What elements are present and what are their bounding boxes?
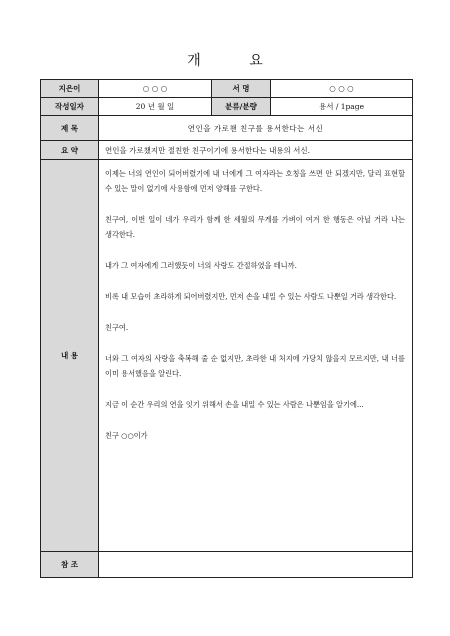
summary-row bbox=[41, 141, 413, 160]
author-value: ○ ○ ○ bbox=[99, 80, 212, 98]
content-paragraph: 비록 내 모습이 초라하게 되어버렸지만, 먼저 손을 내밀 수 있는 사람도 나뿐일 거라 생각한다. bbox=[105, 292, 397, 301]
summary-value: 연인을 가로챘지만 절친한 친구이기에 용서한다는 내용의 서신. bbox=[99, 141, 413, 160]
content-paragraph: 지금 이 순간 우리의 연을 잇기 위해서 손을 내밀 수 있는 사람은 나뿐임을 알기에... bbox=[105, 400, 364, 409]
reference-row bbox=[41, 552, 413, 578]
reference-label: 참 조 bbox=[41, 552, 99, 578]
content-body bbox=[99, 160, 413, 552]
subject-label: 제 목 bbox=[41, 116, 99, 141]
category-label: 분류/분량 bbox=[212, 98, 271, 116]
page-title: 개 요 bbox=[187, 53, 285, 69]
summary-label: 요 약 bbox=[41, 141, 99, 160]
content-paragraph: 친구여, 이번 일이 네가 우리가 함께 한 세월의 무게를 가벼이 여겨 한 행동은 아닐 거라 나는 생각한다. bbox=[105, 215, 405, 239]
subject-row bbox=[41, 116, 413, 141]
summary-form-table bbox=[40, 79, 413, 578]
content-signoff: 친구 ○○이가 bbox=[105, 431, 148, 440]
reference-value bbox=[99, 552, 413, 578]
date-row bbox=[41, 98, 413, 116]
signature-value: ○ ○ ○ bbox=[271, 80, 413, 98]
subject-value: 연인을 가로챈 친구를 용서한다는 서신 bbox=[99, 116, 413, 141]
content-row bbox=[41, 160, 413, 552]
category-value: 용서 / 1page bbox=[271, 98, 413, 116]
author-row bbox=[41, 80, 413, 98]
content-paragraph: 이제는 너의 연인이 되어버렸기에 내 너에게 그 여자라는 호칭을 쓰면 안 되겠지만, 달리 표현할 수 있는 말이 없기에 사용함에 먼저 양해를 구한다. bbox=[105, 169, 405, 193]
content-paragraph: 내가 그 여자에게 그러했듯이 너의 사랑도 간절하였을 테니까. bbox=[105, 261, 297, 270]
signature-label: 서 명 bbox=[212, 80, 271, 98]
content-paragraph: 너와 그 여자의 사랑을 축복해 줄 순 없지만, 초라한 내 처지에 가당치 않을지 모르지만, 내 너를 이미 용서했음을 알린다. bbox=[105, 354, 405, 378]
content-paragraph: 친구여. bbox=[105, 323, 129, 332]
author-label: 지은이 bbox=[41, 80, 99, 98]
date-value: 20 년 월 일 bbox=[99, 98, 212, 116]
date-label: 작성일자 bbox=[41, 98, 99, 116]
content-label: 내 용 bbox=[41, 160, 99, 552]
